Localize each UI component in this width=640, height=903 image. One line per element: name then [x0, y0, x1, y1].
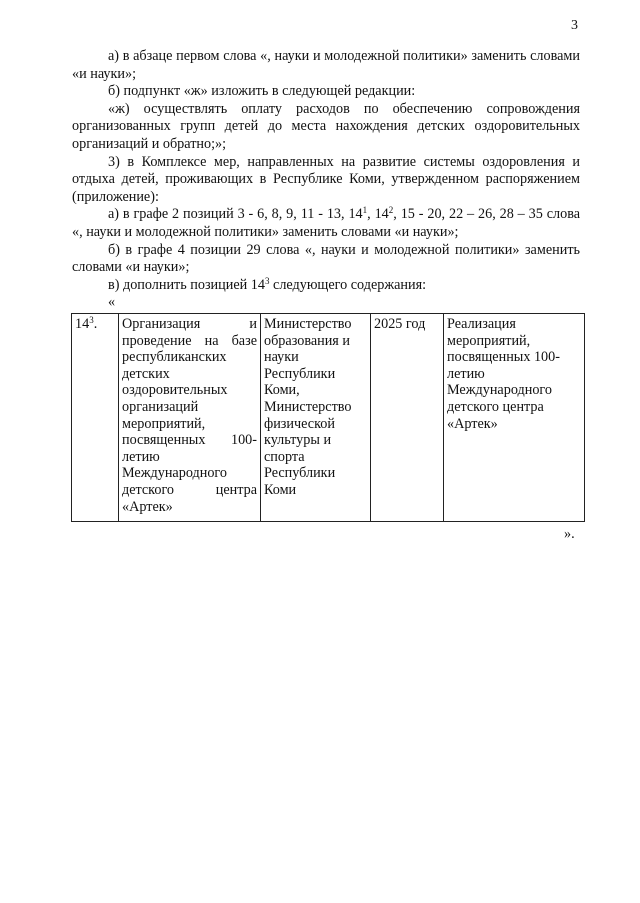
paragraph-7-part-a: в) дополнить позицией 14 [108, 276, 265, 293]
cell-year: 2025 год [371, 314, 444, 522]
inserted-position-table [71, 313, 585, 522]
paragraph-5-part-a: а) в графе 2 позиций 3 - 6, 8, 9, 11 - 13, 14 [108, 206, 363, 223]
paragraph-7 [72, 277, 580, 295]
paragraph-4: 3) в Комплексе мер, направленных на развитие системы оздоровления и отдыха детей, проживающих в Республике Коми, утвержденном распоряжением (приложение): [72, 153, 580, 205]
position-number: 14 [75, 316, 90, 332]
closing-quote: ». [564, 526, 575, 542]
cell-position-number [72, 314, 119, 522]
position-number-sup: 3 [89, 315, 94, 325]
page-number: 3 [571, 18, 578, 33]
paragraph-7-sup: 3 [264, 275, 270, 286]
position-number-dot: . [93, 316, 98, 332]
paragraph-5-part-c: , 15 - 20, 22 – 26, 28 – 35 слова «, науки и молодежной политики» заменить словами «и науки»; [72, 206, 580, 240]
paragraph-7-part-b: следующего содержания: [269, 276, 427, 293]
cell-result: Реализация мероприятий, посвященных 100-летию Международного детского центра «Артек» [444, 314, 585, 522]
paragraph-5-sup-1: 1 [362, 205, 368, 216]
cell-event: Организация и проведение на базе республиканских детских оздоровительных организаций мероприятий, посвященных 100-летию Международного детского центра «Артек» [119, 314, 261, 522]
cell-responsible: Министерство образования и науки Республики Коми, Министерство физической культуры и спорта Республики Коми [261, 314, 371, 522]
paragraph-5-part-b: , 14 [367, 206, 389, 223]
opening-quote: « [108, 294, 116, 311]
paragraph-2: б) подпункт «ж» изложить в следующей редакции: [108, 83, 416, 100]
document-body [72, 48, 580, 310]
paragraph-5-sup-2: 2 [388, 205, 394, 216]
paragraph-1: а) в абзаце первом слова «, науки и молодежной политики» заменить словами «и науки»; [72, 48, 580, 82]
table-row [72, 314, 585, 522]
paragraph-6: б) в графе 4 позиции 29 слова «, науки и молодежной политики» заменить словами «и науки»; [72, 241, 580, 276]
paragraph-5 [72, 206, 580, 241]
paragraph-3: «ж) осуществлять оплату расходов по обеспечению сопровождения организованных групп детей до места нахождения детских оздоровительных организаций и обратно;»; [72, 100, 580, 152]
